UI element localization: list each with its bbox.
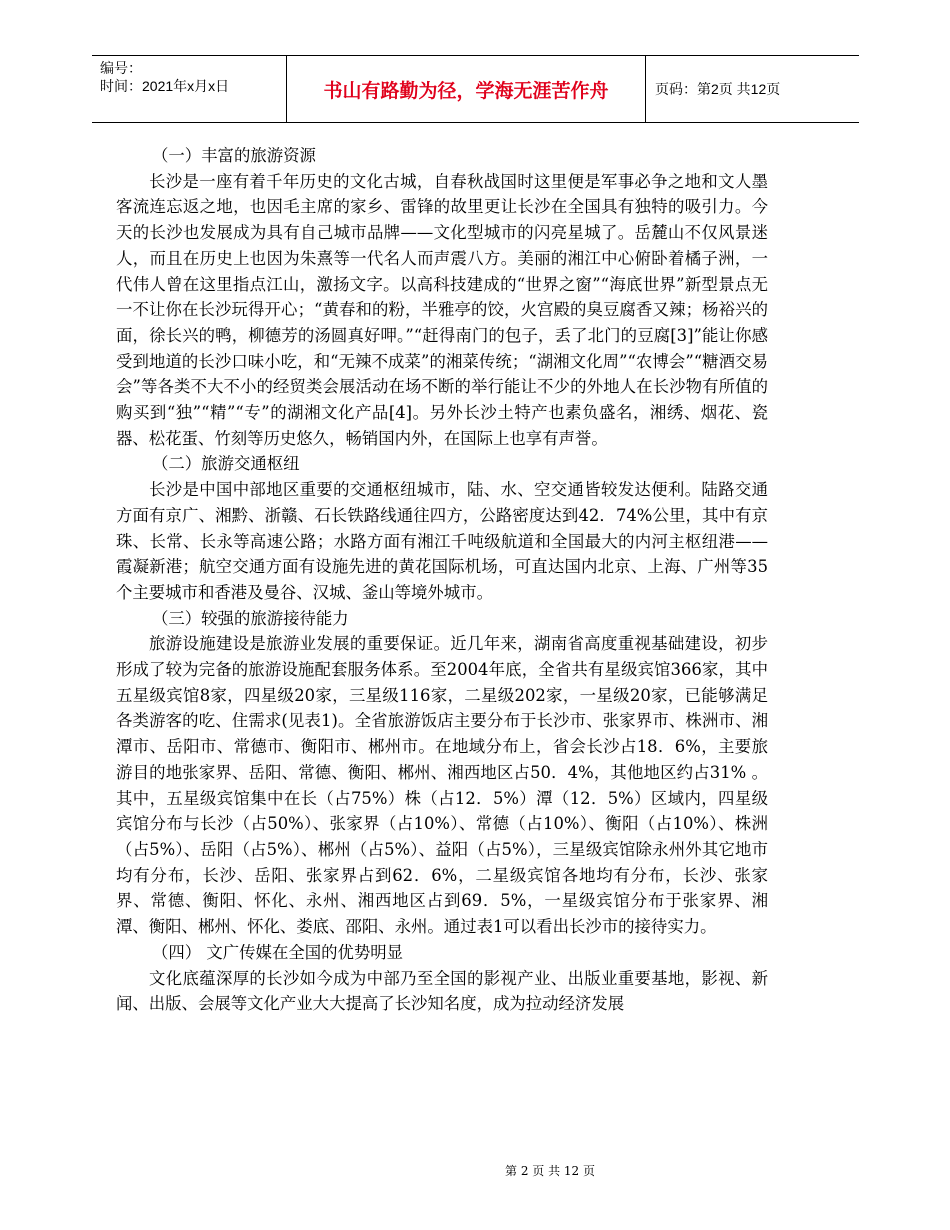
header-page-info: 页码：第2页 共12页 (655, 81, 781, 97)
header-meta (92, 56, 286, 122)
header-motto: 书山有路勤为径，学海无涯苦作舟 (286, 56, 646, 122)
section-heading-1: （一）丰富的旅游资源 (152, 146, 316, 165)
section-heading-3: （三）较强的旅游接待能力 (152, 608, 349, 628)
document-number-label: 编号： (100, 60, 142, 76)
section-paragraph-4: 文化底蕴深厚的长沙如今成为中部乃至全国的影视产业、出版业重要基地，影视、新闻、出版、会展等文化产业大大提高了长沙知名度，成为拉动经济发展 (116, 968, 768, 1014)
document-time-label: 时间：2021年x月x日 (100, 78, 230, 94)
page-footer (0, 1162, 950, 1179)
page-header (92, 55, 859, 123)
document-body (116, 143, 768, 1017)
section-heading-2: （二）旅游交通枢纽 (152, 454, 300, 474)
section-heading-4: （四） 文广传媒在全国的优势明显 (152, 942, 404, 962)
footer-page-number: 第 2 页 共 12 页 (505, 1164, 595, 1178)
section-paragraph-3: 旅游设施建设是旅游业发展的重要保证。近几年来，湖南省高度重视基础建设，初步形成了较为完备的旅游设施配套服务体系。至2004年底，全省共有星级宾馆366家，其中五星级宾馆8家，四星级20家，三星级116家，二星级202家，一星级20家，已能够满足各类游客的吃、住需求(见表1)。全省旅游饭店主要分布于长沙市、张家界市、株洲市、湘潭市、岳阳市、常德市、衡阳市、郴州市。在地域分布上，省会长沙占18．6%，主要旅游目的地张家界、岳阳、常德、衡阳、郴州、湘西地区占50．4%，其他地区约占31% 。其中，五星级宾馆集中在长（占75%）株（占12．5%）潭（12．5%）区域内，四星级宾馆分布与长沙（占50%）、张家界（占10%）、常德（占10%）、衡阳（占10%）、株洲（占5%）、岳阳（占5%）、郴州（占5%）、益阳（占5%），三星级宾馆除永州外其它地市均有分布，长沙、岳阳、张家界占到62．6%，二星级宾馆各地均有分布，长沙、张家界、常德、衡阳、怀化、永州、湘西地区占到69．5%，一星级宾馆分布于张家界、湘潭、衡阳、郴州、怀化、娄底、邵阳、永州。通过表1可以看出长沙市的接待实力。 (116, 634, 768, 937)
section-paragraph-1: 长沙是一座有着千年历史的文化古城，自春秋战国时这里便是军事必争之地和文人墨客流连忘返之地，也因毛主席的家乡、雷锋的故里更让长沙在全国具有独特的吸引力。今天的长沙也发展成为具有自己城市品牌——文化型城市的闪亮星城了。岳麓山不仅风景迷人，而且在历史上也因为朱熹等一代名人而声震八方。美丽的湘江中心俯卧着橘子洲，一代伟人曾在这里指点江山，激扬文字。以高科技建成的“世界之窗”“海底世界”新型景点无一不让你在长沙玩得开心；“黄春和的粉，半雅亭的饺，火宫殿的臭豆腐香又辣；杨裕兴的面，徐长兴的鸭，柳德芳的汤圆真好呷。”“赶得南门的包子，丢了北门的豆腐[3]”能让你感受到地道的长沙口味小吃，和“无辣不成菜”的湘菜传统；“湖湘文化周”“农博会”“糖酒交易会”等各类不大不小的经贸类会展活动在场不断的举行能让不少的外地人在长沙物有所值的购买到“独”“精”“专”的湖湘文化产品[4]。另外长沙土特产也素负盛名，湘绣、烟花、瓷器、松花蛋、竹刻等历史悠久，畅销国内外，在国际上也享有声誉。 (116, 171, 768, 448)
section-paragraph-2: 长沙是中国中部地区重要的交通枢纽城市，陆、水、空交通皆较发达便利。陆路交通方面有京广、湘黔、浙赣、石长铁路线通往四方，公路密度达到42．74%公里，其中有京珠、长常、长永等高速公路；水路方面有湘江千吨级航道和全国最大的内河主枢纽港——霞凝新港；航空交通方面有设施先进的黄花国际机场，可直达国内北京、上海、广州等35个主要城市和香港及曼谷、汉城、釜山等境外城市。 (116, 480, 768, 602)
